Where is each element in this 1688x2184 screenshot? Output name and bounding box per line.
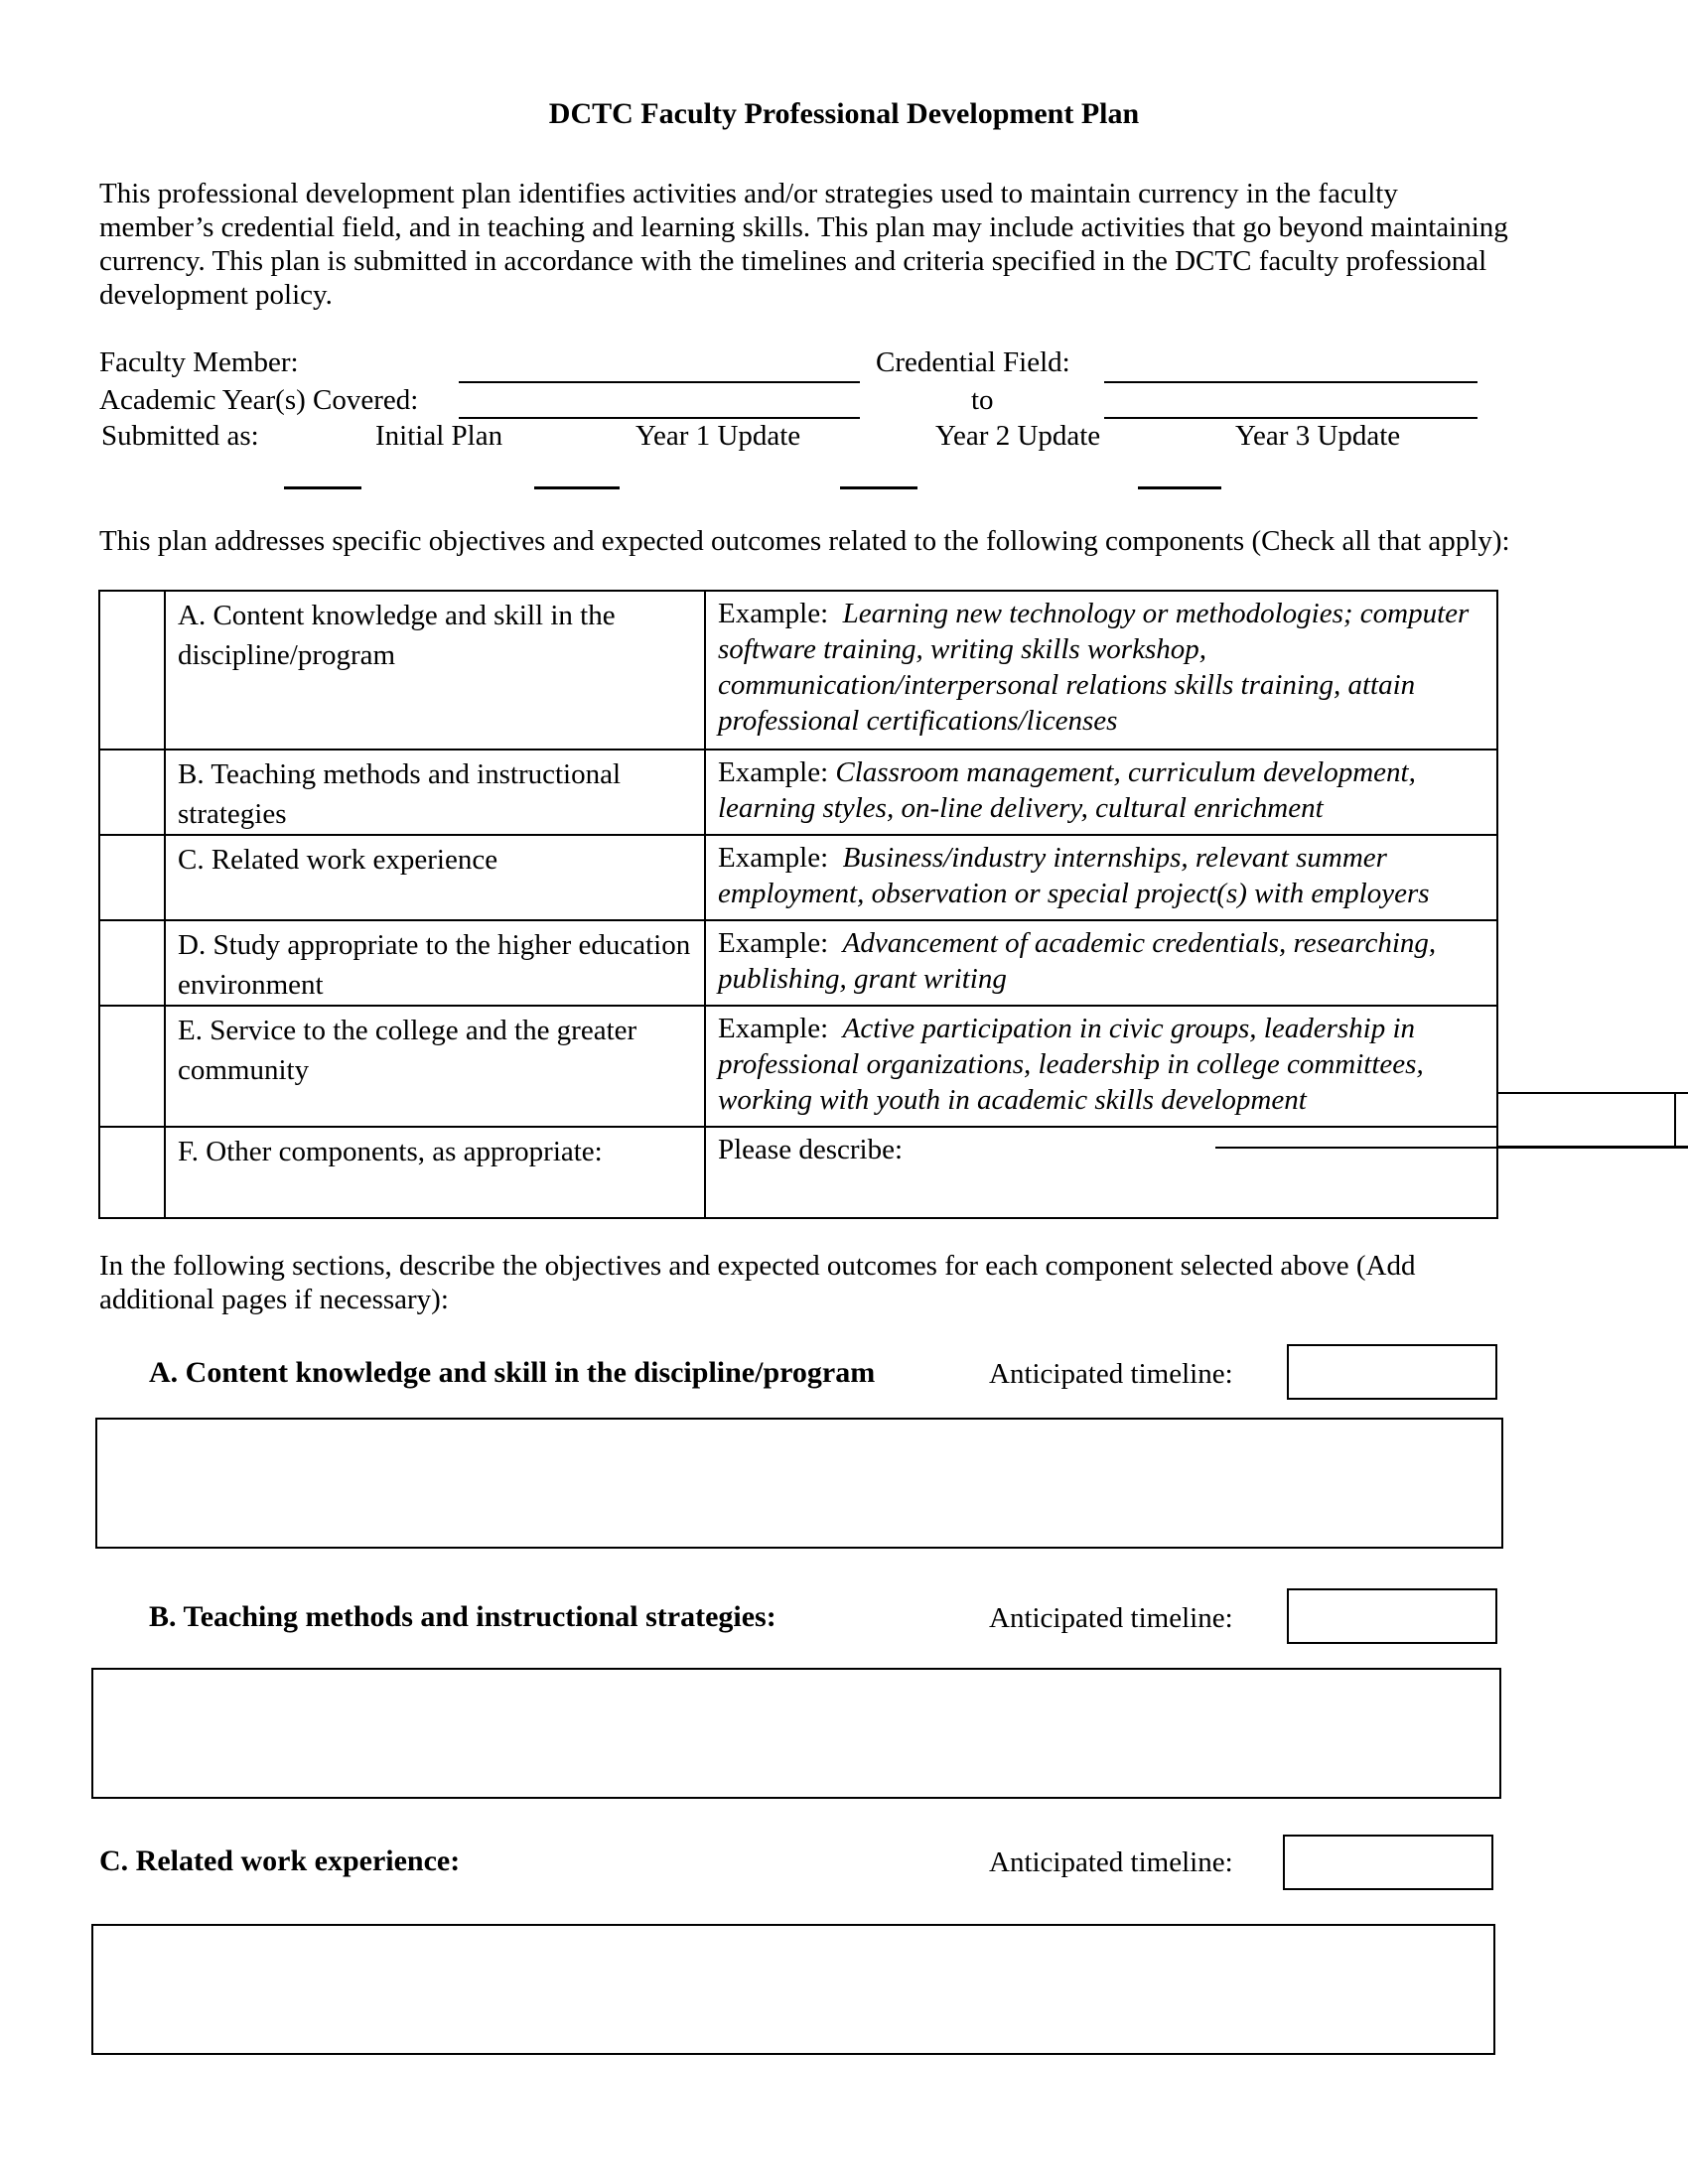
submitted-as-label: Submitted as: — [101, 420, 259, 452]
year1-update-check[interactable] — [534, 486, 620, 489]
section-b-timeline-input[interactable] — [1287, 1588, 1497, 1644]
example-text: Classroom management, curriculum development, learning styles, on-line delivery, cultural enrichment — [718, 756, 1416, 824]
table-row — [100, 1126, 1496, 1219]
credential-field-input[interactable] — [1104, 381, 1477, 383]
component-f-name: F. Other components, as appropriate: — [166, 1128, 706, 1219]
initial-plan-check[interactable] — [284, 486, 361, 489]
example-label: Example: — [718, 756, 829, 788]
section-c-timeline-label: Anticipated timeline: — [989, 1846, 1233, 1878]
component-a-name: A. Content knowledge and skill in the discipline/program — [166, 592, 706, 749]
year1-update-label: Year 1 Update — [635, 420, 801, 452]
section-c-heading: C. Related work experience: — [99, 1844, 461, 1877]
table-row — [100, 919, 1496, 1007]
component-c-example — [706, 836, 1496, 921]
component-c-checkbox[interactable] — [100, 836, 166, 921]
example-text: Learning new technology or methodologies; computer software training, writing skills workshop, communication/interpersonal relations skills training, attain professional certifications/licenses — [718, 598, 1470, 737]
components-table — [98, 590, 1498, 1219]
year2-update-label: Year 2 Update — [935, 420, 1101, 452]
table-row — [100, 749, 1496, 836]
overflow-field-box — [1498, 1092, 1688, 1148]
section-c-timeline-input[interactable] — [1283, 1835, 1493, 1890]
component-f-checkbox[interactable] — [100, 1128, 166, 1219]
section-b-timeline-label: Anticipated timeline: — [989, 1602, 1233, 1634]
section-a-timeline-label: Anticipated timeline: — [989, 1358, 1233, 1390]
faculty-member-field[interactable] — [459, 381, 860, 383]
example-label: Example: — [718, 927, 829, 959]
example-label: Example: — [718, 1013, 829, 1044]
page-title: DCTC Faculty Professional Development Plan — [548, 97, 1140, 130]
intro-paragraph: This professional development plan identifies activities and/or strategies used to maintain currency in the faculty member’s credential field, and in teaching and learning skills. This plan may include activities that go beyond maintaining currency. This plan is submitted in accordance with the timelines and criteria specified in the DCTC faculty professional development policy. — [99, 178, 1508, 311]
example-text: Active participation in civic groups, leadership in professional organizations, leadership in college committees, working with youth in academic skills development — [718, 1013, 1424, 1116]
example-text: Business/industry internships, relevant summer employment, observation or special project(s) with employers — [718, 842, 1430, 909]
component-b-checkbox[interactable] — [100, 751, 166, 836]
to-label: to — [971, 384, 994, 416]
example-label: Example: — [718, 598, 829, 629]
section-a-timeline-input[interactable] — [1287, 1344, 1497, 1400]
section-a-description-box[interactable] — [95, 1418, 1503, 1549]
section-a-heading: A. Content knowledge and skill in the discipline/program — [149, 1356, 876, 1389]
component-b-example — [706, 751, 1496, 836]
initial-plan-label: Initial Plan — [375, 420, 503, 452]
academic-years-label: Academic Year(s) Covered: — [99, 384, 419, 416]
component-d-name: D. Study appropriate to the higher education environment — [166, 921, 706, 1007]
example-label: Example: — [718, 842, 829, 874]
component-e-example — [706, 1007, 1496, 1128]
section-b-description-box[interactable] — [91, 1668, 1501, 1799]
year3-update-check[interactable] — [1138, 486, 1221, 489]
component-e-checkbox[interactable] — [100, 1007, 166, 1128]
component-d-example — [706, 921, 1496, 1007]
table-row — [100, 834, 1496, 921]
section-b-heading: B. Teaching methods and instructional strategies: — [149, 1600, 776, 1633]
component-f-describe — [706, 1128, 1496, 1219]
component-e-name: E. Service to the college and the greater community — [166, 1007, 706, 1128]
table-row — [100, 1005, 1496, 1128]
overflow-field-divider — [1674, 1092, 1676, 1148]
faculty-member-label: Faculty Member: — [99, 346, 299, 378]
components-intro: This plan addresses specific objectives and expected outcomes related to the following components (Check all that apply): — [99, 525, 1510, 557]
year3-update-label: Year 3 Update — [1235, 420, 1401, 452]
year2-update-check[interactable] — [840, 486, 917, 489]
component-a-example — [706, 592, 1496, 749]
component-a-checkbox[interactable] — [100, 592, 166, 749]
describe-label: Please describe: — [718, 1134, 904, 1165]
component-d-checkbox[interactable] — [100, 921, 166, 1007]
example-text: Advancement of academic credentials, researching, publishing, grant writing — [718, 927, 1437, 995]
following-instructions: In the following sections, describe the objectives and expected outcomes for each component selected above (Add additional pages if necessary): — [99, 1250, 1416, 1315]
credential-field-label: Credential Field: — [876, 346, 1070, 378]
section-c-description-box[interactable] — [91, 1924, 1495, 2055]
table-row — [100, 592, 1496, 749]
component-c-name: C. Related work experience — [166, 836, 706, 921]
component-b-name: B. Teaching methods and instructional strategies — [166, 751, 706, 836]
